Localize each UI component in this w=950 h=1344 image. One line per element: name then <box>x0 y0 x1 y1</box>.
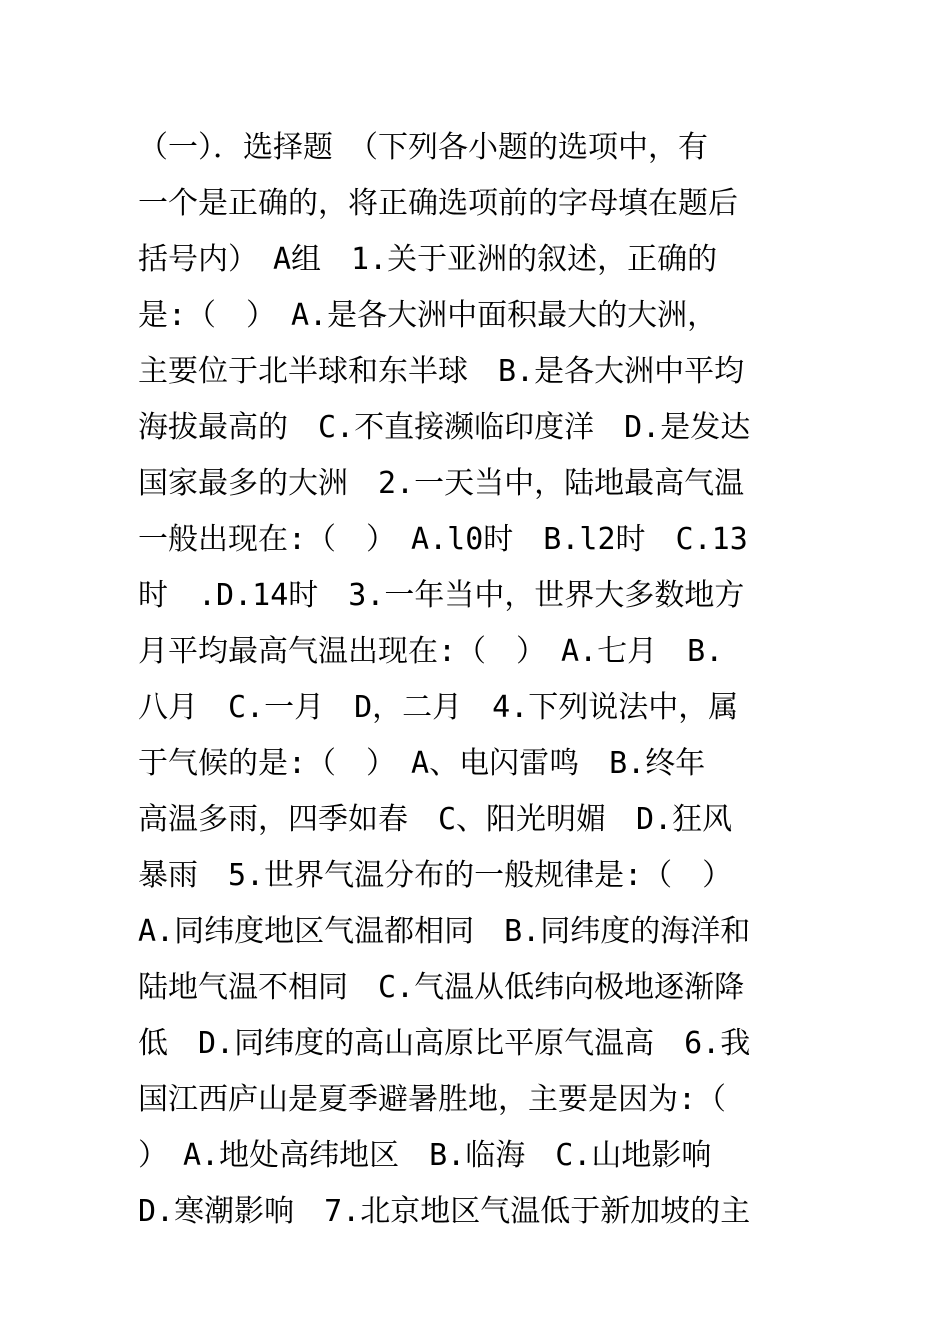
text-line-11: 八月 C.一月 D，二月 4.下列说法中，属 <box>138 690 739 725</box>
text-line-16: 陆地气温不相同 C.气温从低纬向极地逐渐降 <box>138 970 745 1005</box>
question-text-block <box>138 120 818 1240</box>
text-line-19: ） A.地处高纬地区 B.临海 C.山地影响 <box>138 1138 712 1173</box>
text-line-12: 于气候的是:（ ） A、电闪雷鸣 B.终年 <box>138 746 706 781</box>
text-line-3: 括号内） A组 1.关于亚洲的叙述，正确的 <box>138 242 718 277</box>
text-line-15: A.同纬度地区气温都相同 B.同纬度的海洋和 <box>138 914 751 949</box>
text-line-8: 一般出现在:（ ） A.l0时 B.l2时 C.13 <box>138 522 748 557</box>
text-line-7: 国家最多的大洲 2.一天当中，陆地最高气温 <box>138 466 745 501</box>
text-line-10: 月平均最高气温出现在:（ ） A.七月 B. <box>138 634 724 669</box>
text-line-18: 国江西庐山是夏季避暑胜地，主要是因为:（ <box>138 1082 727 1117</box>
text-line-5: 主要位于北半球和东半球 B.是各大洲中平均 <box>138 354 745 389</box>
text-line-13: 高温多雨，四季如春 C、阳光明媚 D.狂风 <box>138 802 733 837</box>
text-line-9: 时 .D.14时 3.一年当中，世界大多数地方 <box>138 578 745 613</box>
text-line-1: （一）．选择题 （下列各小题的选项中，有 <box>138 130 708 165</box>
text-line-4: 是:（ ） A.是各大洲中面积最大的大洲， <box>138 298 718 333</box>
text-line-20: D.寒潮影响 7.北京地区气温低于新加坡的主 <box>138 1194 751 1229</box>
text-line-6: 海拔最高的 C.不直接濒临印度洋 D.是发达 <box>138 410 751 445</box>
text-line-2: 一个是正确的，将正确选项前的字母填在题后 <box>138 186 738 221</box>
text-line-14: 暴雨 5.世界气温分布的一般规律是:（ ） <box>138 858 733 893</box>
text-line-17: 低 D.同纬度的高山高原比平原气温高 6.我 <box>138 1026 751 1061</box>
